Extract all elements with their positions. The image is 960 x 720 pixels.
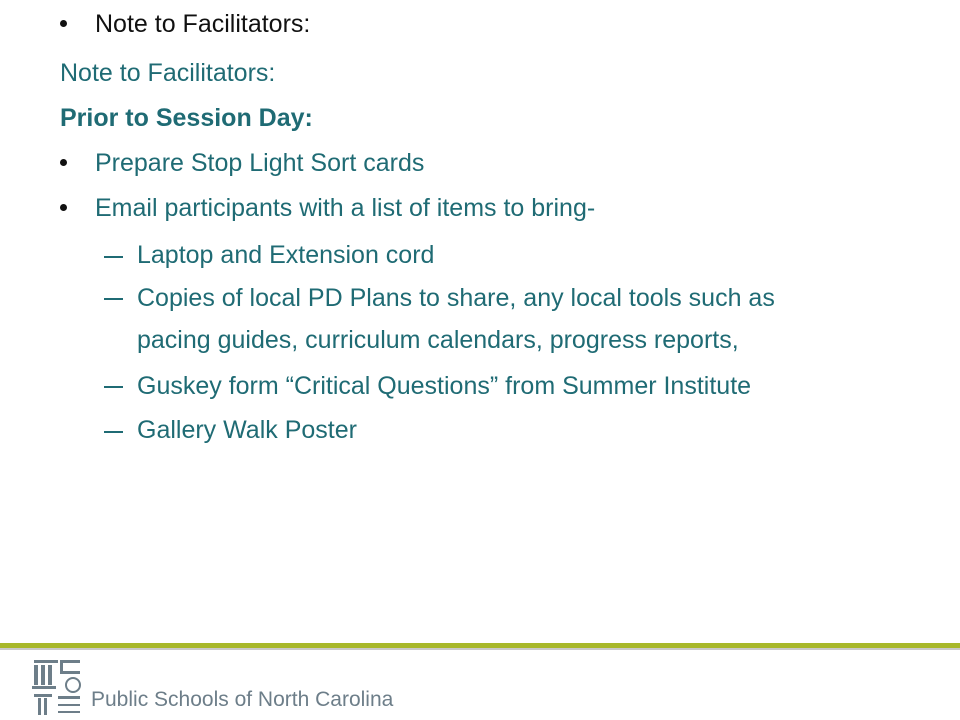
school-logo-icon bbox=[32, 660, 82, 715]
dash-marker bbox=[104, 256, 123, 258]
bullet-item: Prepare Stop Light Sort cards bbox=[95, 149, 425, 177]
sub-item: Copies of local PD Plans to share, any local tools such as bbox=[137, 284, 775, 312]
bullet-marker bbox=[60, 159, 67, 166]
sub-item: Guskey form “Critical Questions” from Summer Institute bbox=[137, 372, 752, 400]
dash-marker bbox=[104, 298, 123, 300]
dash-marker bbox=[104, 431, 123, 433]
heading-bullet: Note to Facilitators: bbox=[95, 10, 311, 38]
sub-item-continuation: pacing guides, curriculum calendars, progress reports, bbox=[137, 326, 739, 354]
organization-name: Public Schools of North Carolina bbox=[91, 688, 394, 711]
dash-marker bbox=[104, 386, 123, 388]
bullet-marker bbox=[60, 204, 67, 211]
sub-item: Gallery Walk Poster bbox=[137, 416, 357, 444]
footer-divider bbox=[0, 648, 960, 650]
sub-item: Laptop and Extension cord bbox=[137, 241, 435, 269]
note-label: Note to Facilitators: bbox=[60, 59, 276, 87]
section-title: Prior to Session Day: bbox=[60, 104, 313, 132]
bullet-marker bbox=[60, 20, 67, 27]
bullet-item: Email participants with a list of items to bring- bbox=[95, 194, 596, 222]
